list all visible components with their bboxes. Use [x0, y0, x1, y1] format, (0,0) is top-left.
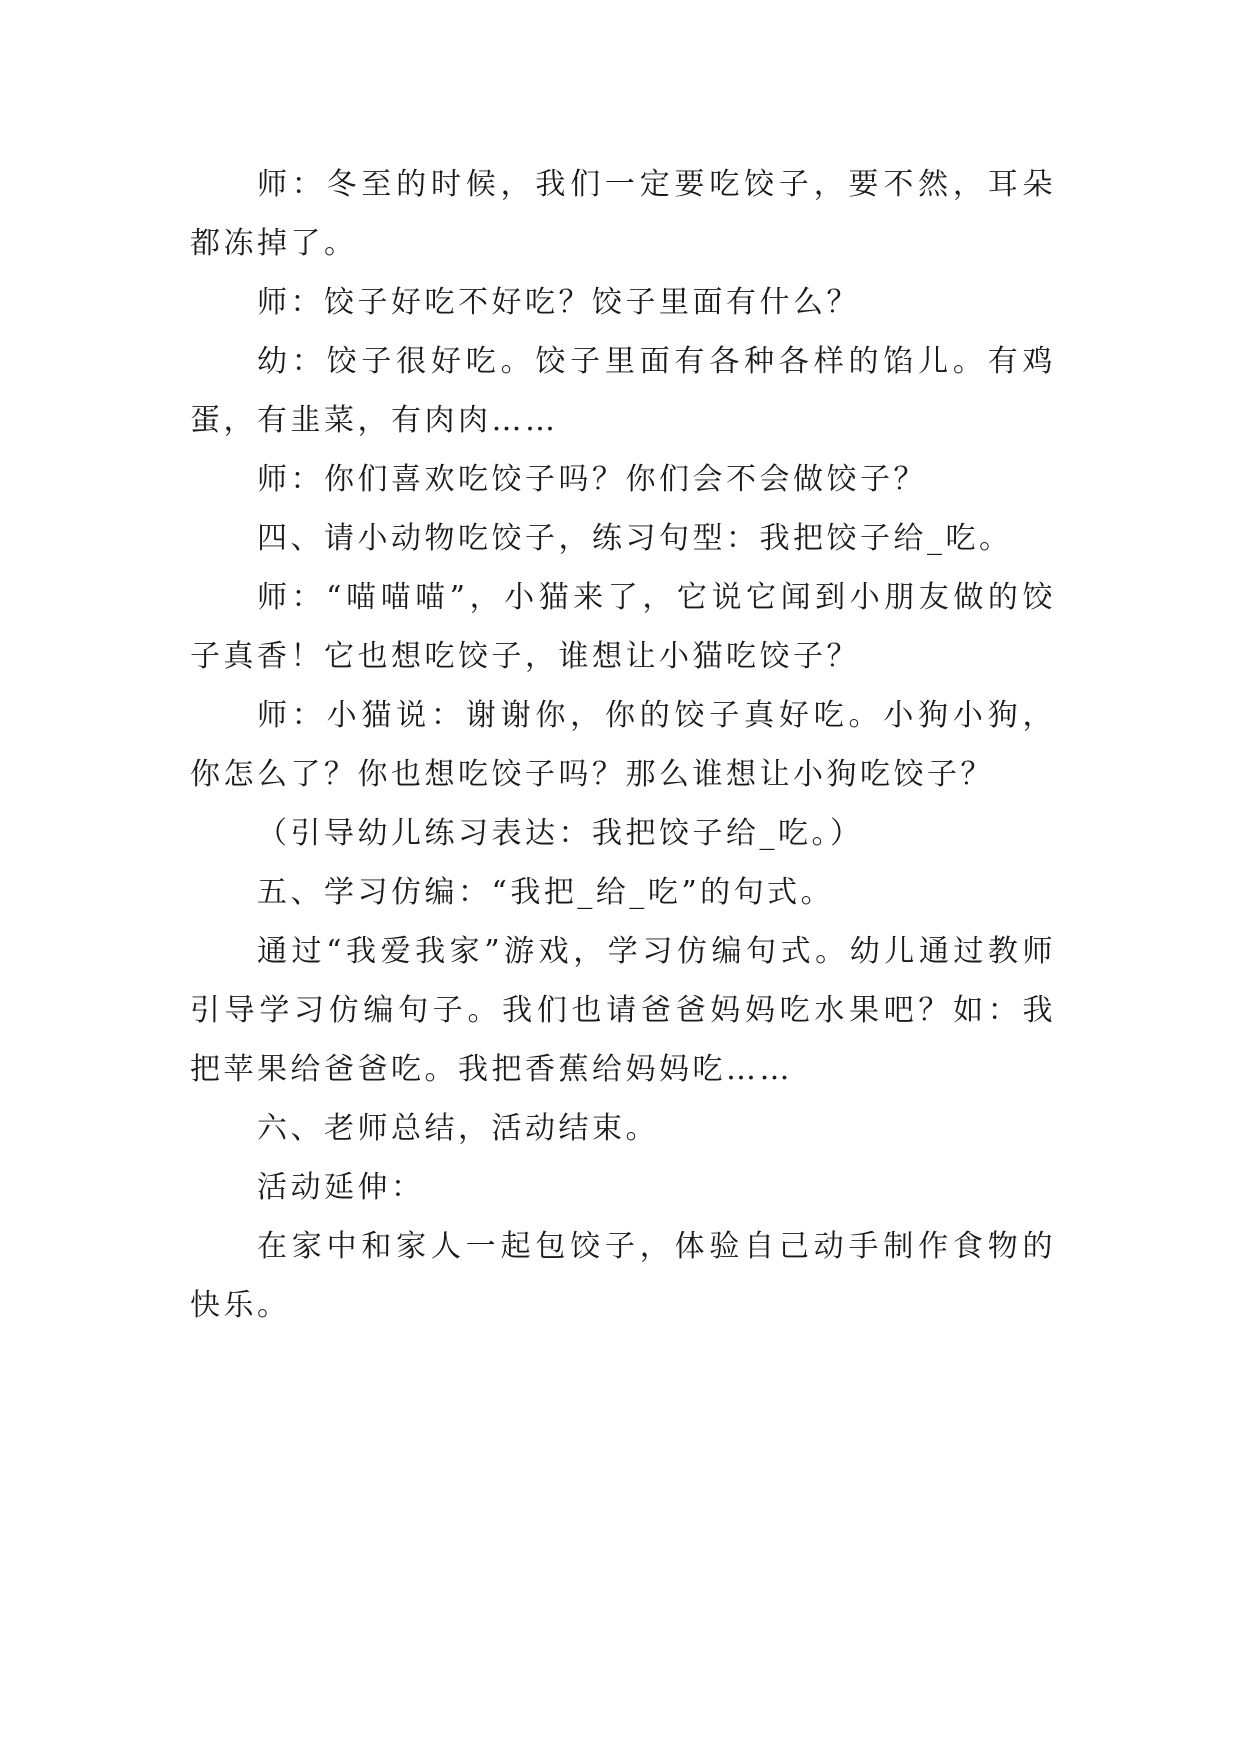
- paragraph-teacher-dongzhi: 师：冬至的时候，我们一定要吃饺子，要不然，耳朵都冻掉了。: [190, 167, 1056, 261]
- paragraph-guidance-note: （引导幼儿练习表达：我把饺子给_吃。）: [257, 816, 864, 851]
- section-heading-five: 五、学习仿编：“我把_给_吃”的句式。: [257, 875, 835, 910]
- paragraph-teacher-question: 师：饺子好吃不好吃？饺子里面有什么？: [257, 285, 860, 320]
- section-heading-six: 六、老师总结，活动结束。: [257, 1111, 659, 1146]
- paragraph-family-game: 通过“我爱我家”游戏，学习仿编句式。幼儿通过教师引导学习仿编句子。我们也请爸爸妈妈吃水果吧？如：我把苹果给爸爸吃。我把香蕉给妈妈吃……: [190, 934, 1056, 1087]
- paragraph-teacher-puppy: 师：小猫说：谢谢你，你的饺子真好吃。小狗小狗，你怎么了？你也想吃饺子吗？那么谁想让小狗吃饺子？: [190, 698, 1056, 792]
- paragraph-child-answer: 幼：饺子很好吃。饺子里面有各种各样的馅儿。有鸡蛋，有韭菜，有肉肉……: [190, 344, 1056, 438]
- document-body: [190, 155, 1056, 1335]
- section-heading-extension: 活动延伸：: [257, 1170, 425, 1205]
- paragraph-extension-activity: 在家中和家人一起包饺子，体验自己动手制作食物的快乐。: [190, 1229, 1056, 1323]
- paragraph-teacher-like: 师：你们喜欢吃饺子吗？你们会不会做饺子？: [257, 462, 927, 497]
- section-heading-four: 四、请小动物吃饺子，练习句型：我把饺子给_吃。: [257, 521, 1013, 556]
- paragraph-teacher-kitten: 师：“喵喵喵”，小猫来了，它说它闻到小朋友做的饺子真香！它也想吃饺子，谁想让小猫吃饺子？: [190, 580, 1056, 674]
